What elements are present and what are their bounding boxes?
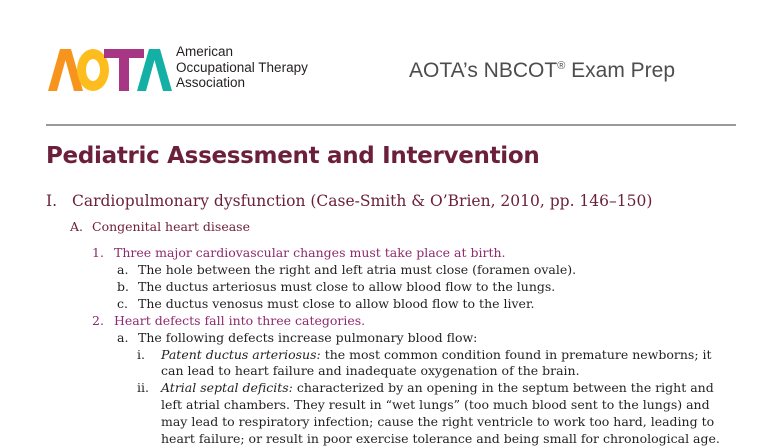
organization-name bbox=[176, 44, 308, 91]
list-item-2a-ii-line-3: may lead to respiratory infection; cause the right ventricle to work too hard, leading to bbox=[161, 414, 715, 429]
section-number: I. bbox=[46, 192, 58, 210]
term-atrial-septal: Atrial septal deficits: bbox=[161, 380, 293, 395]
list-item-2a-i: i. Patent ductus arteriosus: the most common condition found in premature newborns; it bbox=[137, 347, 712, 362]
list-item-2a: a. The following defects increase pulmonary blood flow: bbox=[117, 330, 478, 345]
exam-prep-prefix: AOTA’s NBCOT bbox=[409, 59, 558, 82]
subsection-heading-a bbox=[70, 219, 250, 234]
list-item-1a: a. The hole between the right and left atria must close (foramen ovale). bbox=[117, 262, 577, 277]
org-name-line-2: Occupational Therapy bbox=[176, 59, 308, 75]
aota-logo bbox=[46, 44, 174, 94]
registered-mark: ® bbox=[557, 60, 566, 72]
term-patent-ductus: Patent ductus arteriosus: bbox=[161, 347, 321, 362]
header-divider bbox=[46, 124, 736, 126]
list-item-2a-ii: ii. Atrial septal deficits: characterized by an opening in the septum between the right and bbox=[137, 380, 714, 395]
list-item-1b: b. The ductus arteriosus must close to allow blood flow to the lungs. bbox=[117, 279, 556, 294]
page-title: Pediatric Assessment and Intervention bbox=[46, 143, 540, 169]
section-text: Cardiopulmonary dysfunction (Case-Smith & O’Brien, 2010, pp. 146–150) bbox=[72, 192, 653, 210]
list-item-1c: c. The ductus venosus must close to allow blood flow to the liver. bbox=[117, 296, 535, 311]
list-item-2a-ii-line-2: left atrial chambers. They result in “wet lungs” (too much blood sent to the lungs) and bbox=[161, 397, 710, 412]
subsection-text: Congenital heart disease bbox=[92, 219, 250, 234]
org-name-line-1: American bbox=[176, 44, 234, 59]
exam-prep-suffix: Exam Prep bbox=[565, 59, 676, 82]
list-item-2: 2. Heart defects fall into three categories. bbox=[92, 313, 366, 328]
exam-prep-title bbox=[409, 59, 675, 83]
org-name-line-3: Association bbox=[176, 75, 246, 90]
logo-letter-t bbox=[104, 49, 144, 91]
list-item-2a-ii-line-4: heart failure; or result in poor exercise tolerance and being small for chronological age. bbox=[161, 431, 720, 446]
section-heading-i bbox=[46, 192, 652, 210]
list-item-1: 1. Three major cardiovascular changes must take place at birth. bbox=[92, 245, 506, 260]
list-item-2a-i-continued: can lead to heart failure and inadequate oxygenation of the brain. bbox=[161, 363, 580, 378]
subsection-number: A. bbox=[70, 219, 84, 234]
